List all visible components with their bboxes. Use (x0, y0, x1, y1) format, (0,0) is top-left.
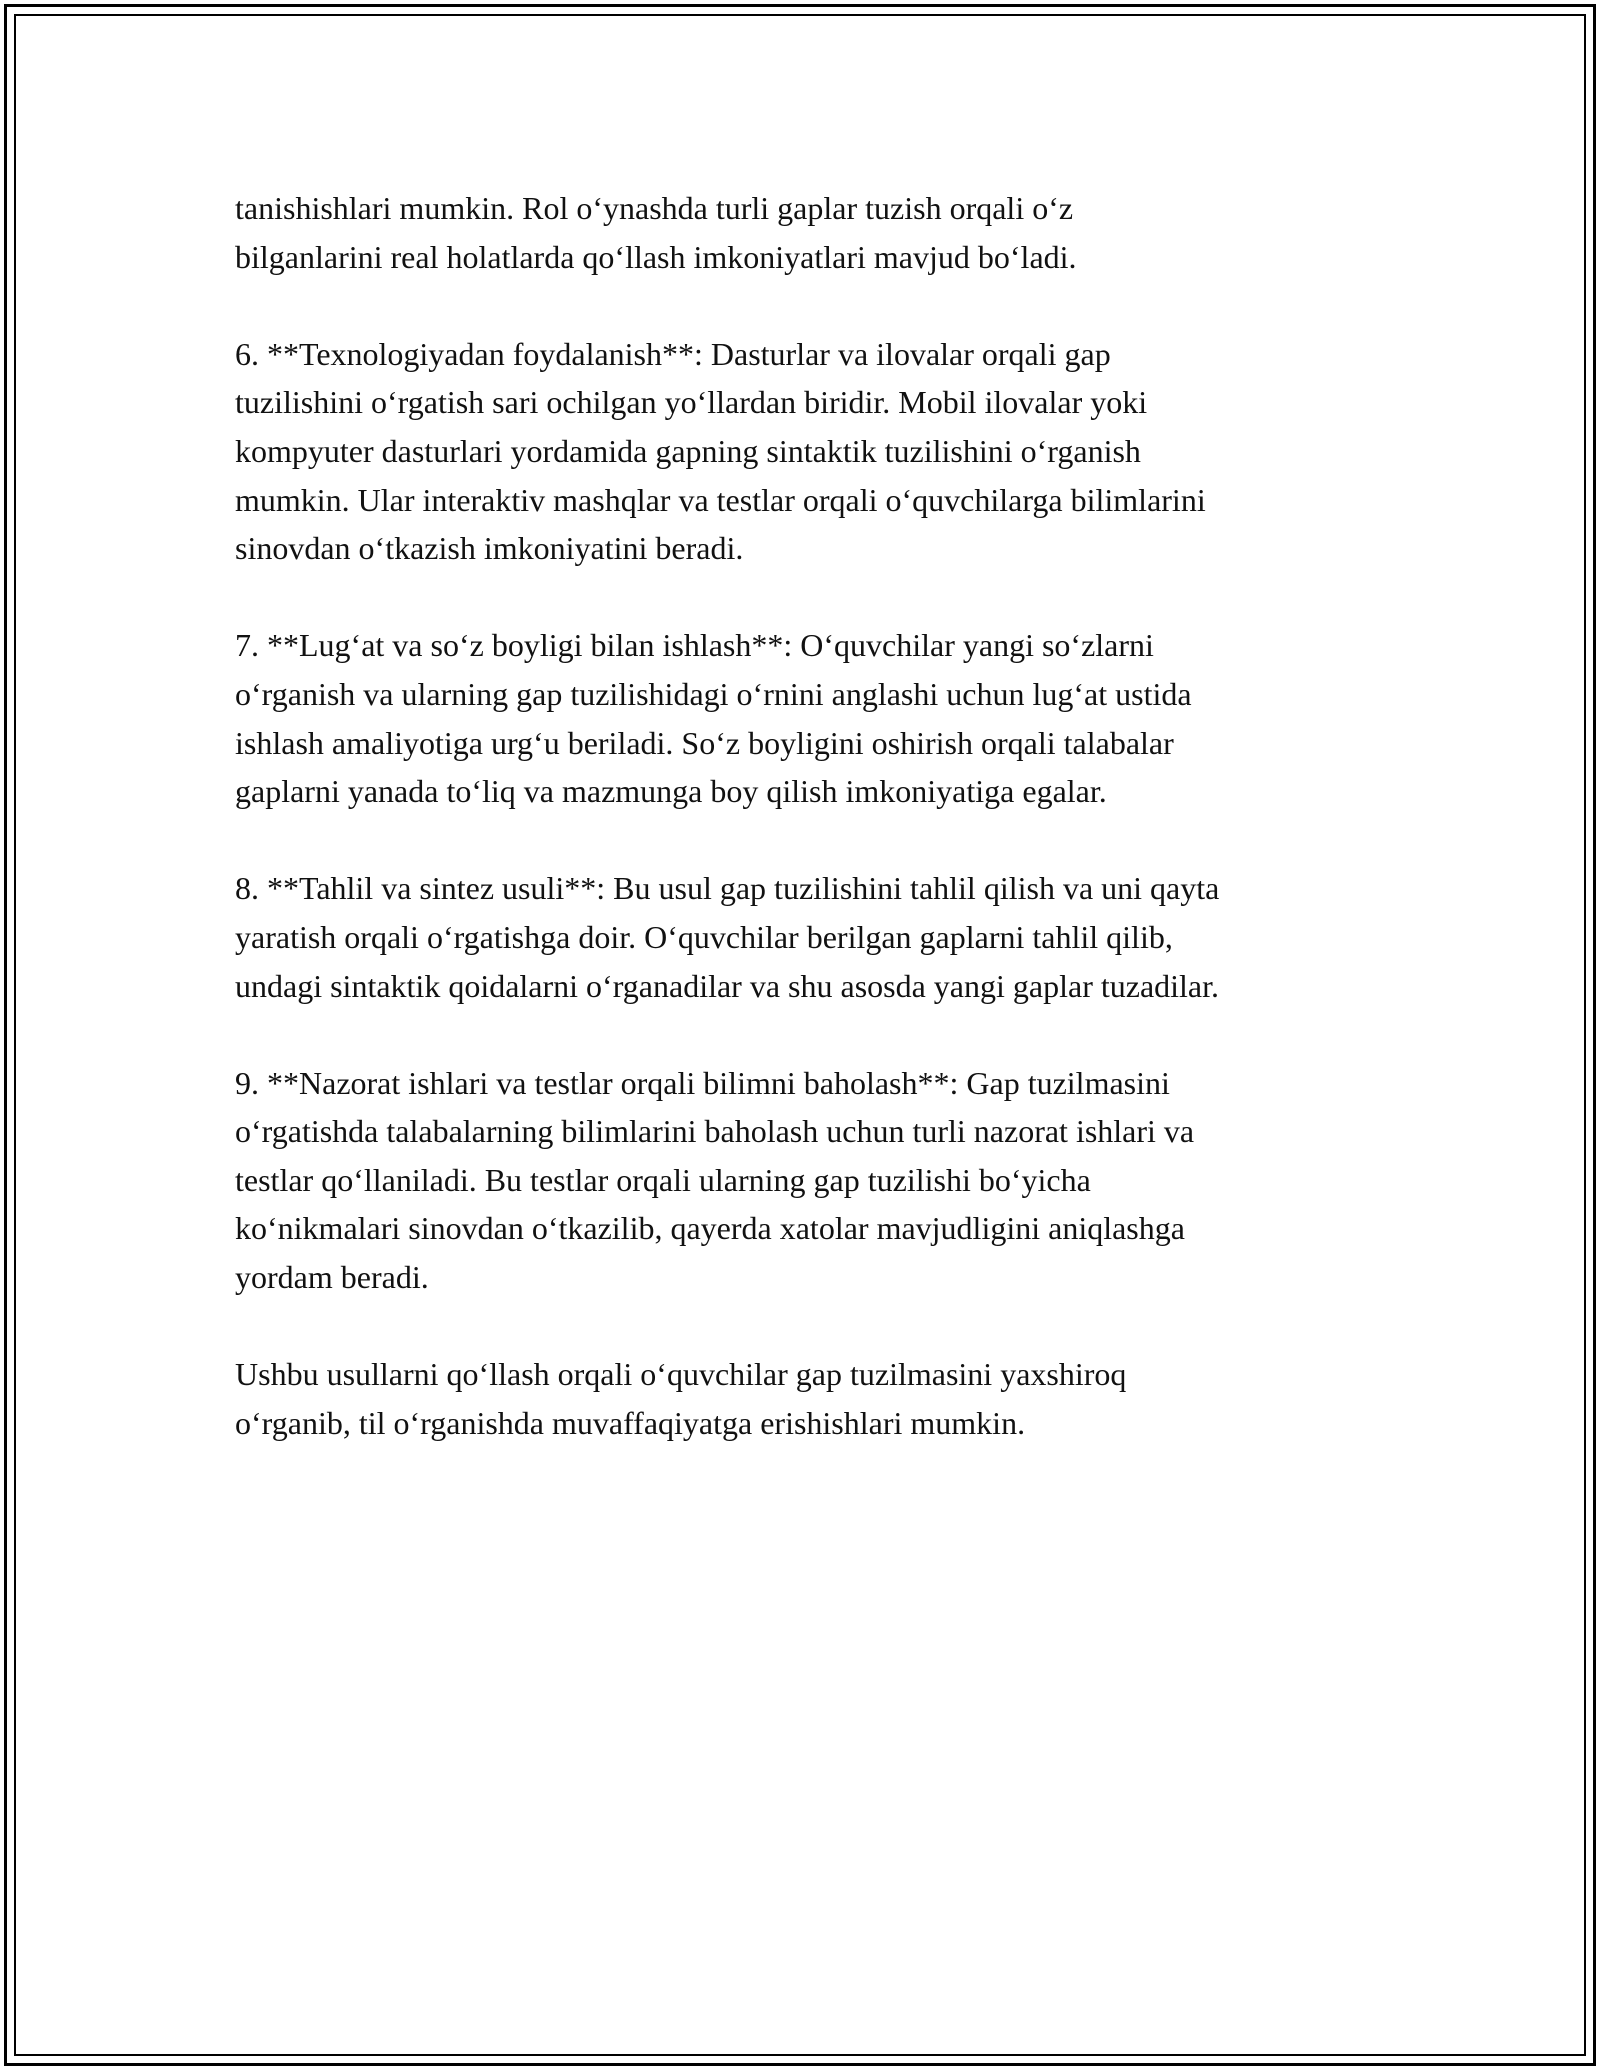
text-line: tanishishlari mumkin. Rol o‘ynashda turli gaplar tuzish orqali o‘z (235, 190, 1074, 226)
text-line: yaratish orqali o‘rgatishga doir. O‘quvchilar berilgan gaplarni tahlil qilib, (235, 918, 1173, 955)
text-line: o‘rgatishda talabalarning bilimlarini baholash uchun turli nazorat ishlari va (235, 1113, 1195, 1150)
text-line: ishlash amaliyotiga urg‘u beriladi. So‘z boyligini oshirish orqali talabalar (235, 724, 1174, 761)
text-line: sinovdan o‘tkazish imkoniyatini beradi. (235, 530, 744, 567)
document-body (235, 184, 1415, 1496)
text-line: 8. **Tahlil va sintez usuli**: Bu usul gap tuzilishini tahlil qilish va uni qayta (235, 870, 1220, 907)
text-line: gaplarni yanada to‘liq va mazmunga boy qilish imkoniyatiga egalar. (235, 773, 1107, 810)
text-line: kompyuter dasturlari yordamida gapning sintaktik tuzilishini o‘rganish (235, 432, 1141, 469)
text-line: yordam beradi. (235, 1259, 429, 1296)
text-line: 6. **Texnologiyadan foydalanish**: Dasturlar va ilovalar orqali gap (235, 335, 1111, 372)
text-line: tuzilishini o‘rgatish sari ochilgan yo‘llardan biridir. Mobil ilovalar yoki (235, 384, 1148, 421)
paragraph-item-7-vocabulary (235, 621, 1415, 815)
text-line: Ushbu usullarni qo‘llash orqali o‘quvchilar gap tuzilmasini yaxshiroq (235, 1356, 1127, 1393)
paragraph-conclusion (235, 1350, 1415, 1447)
text-line: bilganlarini real holatlarda qo‘llash imkoniyatlari mavjud bo‘ladi. (235, 238, 1077, 275)
paragraph-item-8-analysis-synthesis (235, 864, 1415, 1010)
text-line: ko‘nikmalari sinovdan o‘tkazilib, qayerda xatolar mavjudligini aniqlashga (235, 1210, 1185, 1247)
text-line: undagi sintaktik qoidalarni o‘rganadilar va shu asosda yangi gaplar tuzadilar. (235, 967, 1220, 1004)
paragraph-item-9-assessment (235, 1059, 1415, 1302)
paragraph-item-6-technology (235, 330, 1415, 573)
text-line: mumkin. Ular interaktiv mashqlar va testlar orqali o‘quvchilarga bilimlarini (235, 481, 1206, 518)
text-line: 9. **Nazorat ishlari va testlar orqali bilimni baholash**: Gap tuzilmasini (235, 1064, 1170, 1101)
text-line: 7. **Lug‘at va so‘z boyligi bilan ishlash**: O‘quvchilar yangi so‘zlarni (235, 627, 1154, 664)
text-line: testlar qo‘llaniladi. Bu testlar orqali ularning gap tuzilishi bo‘yicha (235, 1161, 1091, 1198)
text-line: o‘rganib, til o‘rganishda muvaffaqiyatga erishishlari mumkin. (235, 1404, 1026, 1441)
paragraph-roleplay-continuation (235, 184, 1415, 281)
text-line: o‘rganish va ularning gap tuzilishidagi o‘rnini anglashi uchun lug‘at ustida (235, 675, 1192, 712)
